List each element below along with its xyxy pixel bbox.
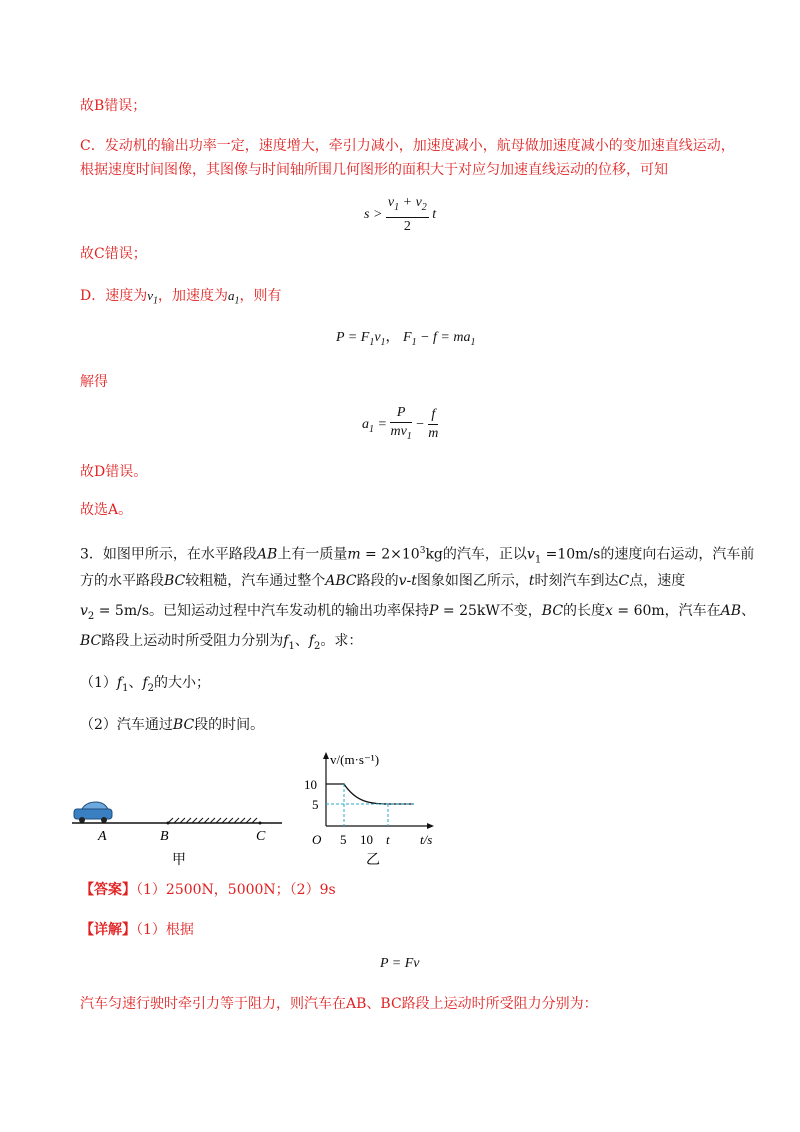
figure-yi-vt-graph — [300, 748, 460, 870]
text-line: 故B错误； — [80, 98, 147, 114]
formula-pfv: P = Fv — [380, 956, 420, 971]
question-line: 3．如图甲所示，在水平路段AB上有一质量$m = 2\times 10^3kg$的汽车，正以$v_1 =10m/s$的速度向右运动，汽车前 — [80, 546, 755, 566]
detail-line: 汽车匀速行驶时牵引力等于阻力，则汽车在AB、BC路段上运动时所受阻力分别为： — [80, 996, 598, 1012]
question-line: 方的水平路段BC较粗糙，汽车通过整个ABC路段的v-t图象如图乙所示，t时刻汽车到达C点，速度 — [80, 573, 686, 589]
figure-jia — [60, 798, 300, 870]
tick-label-y: 10 — [304, 777, 317, 792]
formula-power: $P = F_1v_1$， $F_1 - f = ma_1$ — [336, 330, 476, 348]
answer-line: 【答案】（1）2500N，5000N；（2）9s — [80, 882, 336, 898]
question-line: （2）汽车通过BC段的时间。 — [80, 717, 265, 733]
text-line: 解得 — [80, 374, 108, 390]
point-label: A — [98, 829, 107, 844]
text-line: 故选A。 — [80, 502, 133, 518]
text-line: C．发动机的输出功率一定，速度增大，牵引力减小，加速度减小，航母做加速度减小的变加速直线运动， — [80, 138, 735, 154]
question-line: $v_2 = 5m/s$。已知运动过程中汽车发动机的输出功率保持P = 25kW不变，BC的长度x = 60m，汽车在AB、 — [80, 603, 756, 622]
formula-a1: $a_1$ = $\frac{P}{mv_1}$ − $\frac{f}{m}$ — [362, 405, 439, 442]
figure-label: 乙 — [366, 853, 380, 868]
tick-label-x: 10 — [360, 832, 373, 847]
point-label: B — [160, 829, 169, 844]
figure-label: 甲 — [172, 853, 186, 868]
text-line: 根据速度时间图像，其图像与时间轴所围几何图形的面积大于对应匀加速直线运动的位移，可知 — [80, 162, 668, 178]
formula-s: s > $\frac{v_1 + v_2}{2}$ t — [364, 195, 437, 234]
text-line: 故D错误。 — [80, 464, 148, 480]
car-icon — [74, 802, 112, 823]
tick-label-x: t — [386, 832, 390, 847]
question-line: BC路段上运动时所受阻力分别为$f_1$、$f_2$。求： — [80, 633, 363, 652]
tick-label-x: 5 — [340, 832, 347, 847]
point-label: C — [256, 829, 266, 844]
detail-line: 【详解】（1）根据 — [80, 922, 194, 938]
tick-label-y: 5 — [312, 797, 319, 812]
text-line: 故C错误； — [80, 246, 147, 262]
axis-label-y: v/(m·s⁻¹) — [330, 752, 380, 767]
question-line: $(1)f_1$、$f_2$的大小； — [80, 675, 211, 694]
text-line: D．速度为$v_1$，加速度为$a_1$，则有 — [80, 288, 282, 307]
axis-label-x: t/s — [420, 832, 433, 847]
origin-label: O — [312, 832, 322, 847]
